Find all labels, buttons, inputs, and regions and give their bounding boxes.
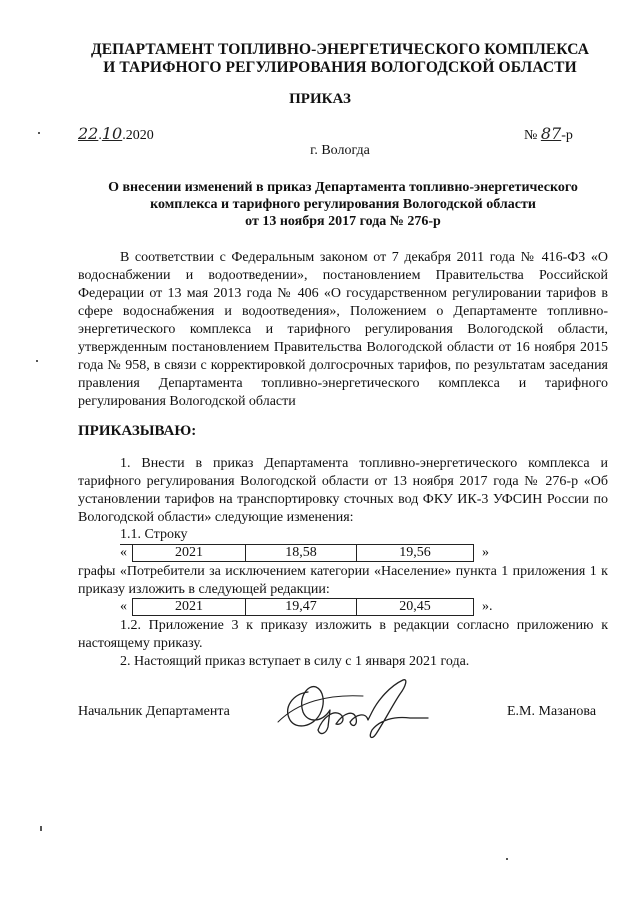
number-prefix: № [524, 128, 538, 143]
number-value: 87 [540, 124, 562, 143]
row-new-value-1: 19,47 [246, 599, 357, 615]
subject-line-2: комплекса и тарифного регулирования Вологодской области [150, 197, 536, 212]
row-old-year: 2021 [133, 545, 246, 561]
order-date: 22.10.2020 [78, 124, 154, 143]
header-line-1: ДЕПАРТАМЕНТ ТОПЛИВНО-ЭНЕРГЕТИЧЕСКОГО КОМПЛЕКСА [90, 41, 590, 58]
item-1-1-label [120, 527, 188, 543]
row-new-year: 2021 [133, 599, 246, 615]
order-title: ПРИКАЗ [289, 91, 351, 107]
date-month: 10 [101, 124, 123, 143]
signatory-name: Е.М. Мазанова [507, 704, 597, 719]
date-year: .2020 [122, 128, 154, 143]
row-new-close-quote: ». [482, 599, 493, 614]
header-line-2: И ТАРИФНОГО РЕГУЛИРОВАНИЯ ВОЛОГОДСКОЙ ОБЛАСТИ [103, 59, 577, 76]
prikazyvayu-heading: ПРИКАЗЫВАЮ: [78, 423, 197, 439]
signatory-title: Начальник Департамента [78, 704, 230, 719]
row-old-value-2: 19,56 [399, 545, 431, 560]
item-1-1-text: 1.1. Строку [120, 527, 188, 542]
date-day: 22 [78, 124, 99, 143]
row-new-value-2: 20,45 [399, 599, 431, 614]
item-1-paragraph: 1. Внести в приказ Департамента топливно-энергетического комплекса и тарифного регулирования Вологодской области от 13 ноября 2017 года № 276-р «Об установлении тарифов на транспортировку сточных вод ФКУ ИК-3 УФСИН России по Вологодской области» следующие изменения: [78, 456, 608, 525]
scan-speck [40, 826, 42, 831]
middle-paragraph: графы «Потребители за исключением категории «Население» пункта 1 приложения 1 к приказу изложить в следующей редакции: [78, 564, 608, 597]
row-old-close-quote: » [482, 545, 489, 560]
subject-line-1: О внесении изменений в приказ Департамента топливно-энергетического [108, 180, 578, 195]
subject-line-3: от 13 ноября 2017 года № 276-р [245, 214, 441, 229]
row-old-open-quote: « [120, 545, 127, 560]
scan-speck [36, 360, 38, 362]
scan-speck [38, 132, 40, 134]
number-suffix: -р [561, 128, 573, 143]
item-1-2-paragraph: 1.2. Приложение 3 к приказу изложить в редакции согласно приложению к настоящему приказу. [78, 618, 608, 651]
preamble-paragraph: В соответствии с Федеральным законом от 7 декабря 2011 года № 416-ФЗ «О водоснабжении и водоотведении», постановлением Правительства Российской Федерации от 13 мая 2013 года № 406 «О государственном регулировании тарифов в сфере водоснабжения и водоотведения», Положением о Департаменте топливно-энергетического комплекса и тарифного регулирования Вологодской области, утвержденным постановлением Правительства Вологодской области от 16 ноября 2015 года № 958, в связи с корректировкой долгосрочных тарифов, по результатам заседания правления Департамента топливно-энергетического комплекса и тарифного регулирования Вологодской области [78, 250, 608, 409]
order-subject [78, 179, 608, 230]
department-header [60, 41, 620, 77]
order-number [524, 124, 573, 144]
tariff-row-new [120, 598, 493, 616]
item-2-paragraph: 2. Настоящий приказ вступает в силу с 1 января 2021 года. [120, 654, 470, 669]
row-old-cells [132, 544, 474, 562]
handwritten-signature [268, 672, 438, 742]
row-new-cells [132, 598, 474, 616]
tariff-row-old [120, 544, 489, 562]
row-new-open-quote: « [120, 599, 127, 614]
city: г. Вологда [310, 143, 370, 158]
scan-speck [506, 858, 508, 860]
row-old-value-1: 18,58 [246, 545, 357, 561]
